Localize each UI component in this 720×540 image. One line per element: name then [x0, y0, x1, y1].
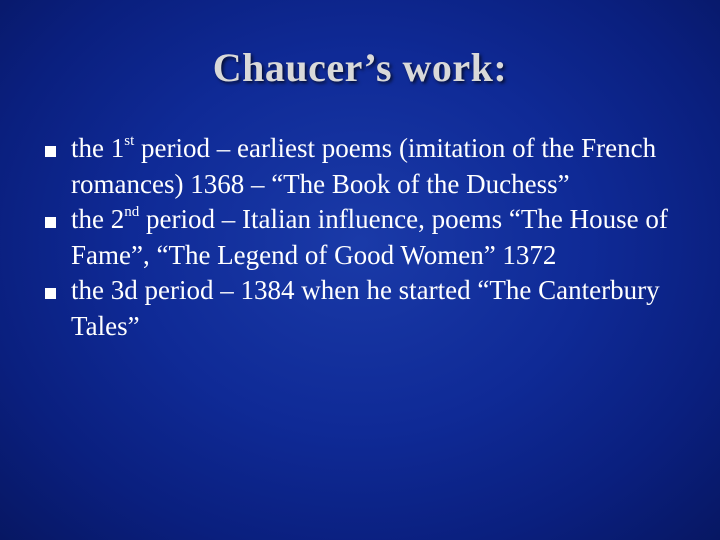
- bullet-2-text-rest: period – Italian influence, poems “The House of Fame”, “The Legend of Good Women” 1372: [71, 204, 668, 270]
- bullet-1-text-rest: period – earliest poems (imitation of the French romances) 1368 – “The Book of the Duchess”: [71, 133, 657, 199]
- square-bullet-icon: [45, 146, 56, 157]
- square-bullet-icon: [45, 288, 56, 299]
- bullet-item-3: [45, 273, 685, 344]
- bullet-1-text-start: the 1: [71, 133, 125, 163]
- bullet-2-ordinal-suffix: nd: [124, 204, 140, 220]
- bullet-item-1: [45, 131, 685, 202]
- square-bullet-icon: [45, 217, 56, 228]
- bullet-item-2: [45, 202, 685, 273]
- bullet-list: [45, 131, 685, 344]
- slide-title: Chaucer’s work:: [212, 45, 508, 90]
- bullet-3-text: the 3d period – 1384 when he started “The Canterbury Tales”: [71, 275, 660, 341]
- bullet-2-text-start: the 2: [71, 204, 125, 234]
- bullet-1-ordinal-suffix: st: [124, 133, 135, 149]
